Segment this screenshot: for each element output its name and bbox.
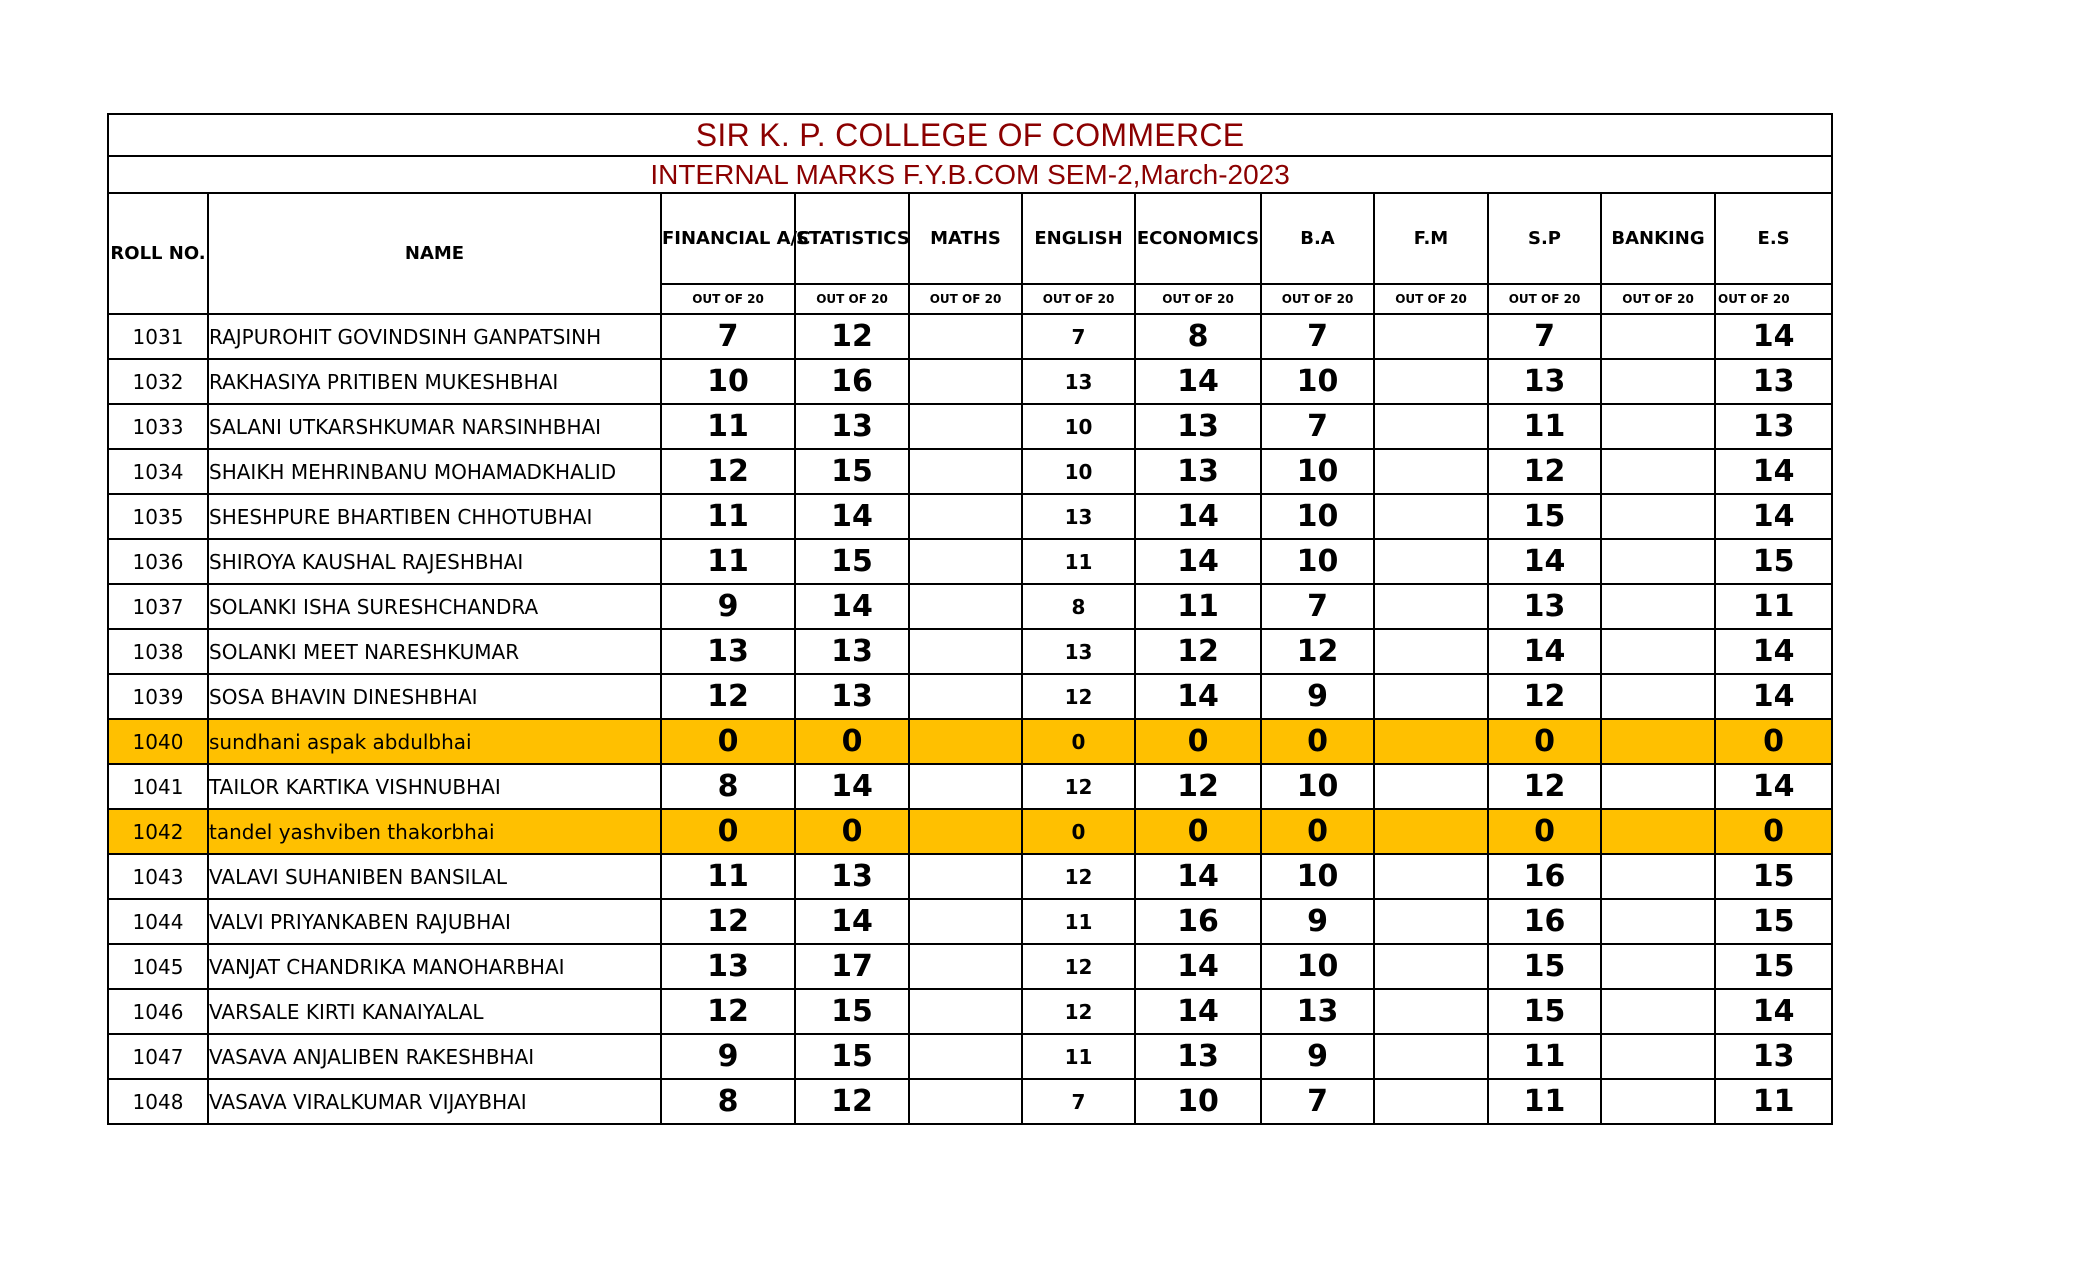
roll-no-cell: 1031: [108, 314, 208, 359]
mark-cell: 13: [1022, 359, 1135, 404]
mark-cell: [1601, 1079, 1715, 1124]
table-row: [108, 539, 1832, 584]
mark-cell: 0: [795, 809, 909, 854]
mark-cell: 14: [1715, 494, 1832, 539]
roll-no-cell: 1043: [108, 854, 208, 899]
mark-cell: [1601, 719, 1715, 764]
mark-cell: [909, 854, 1022, 899]
mark-cell: 7: [1261, 584, 1374, 629]
mark-cell: 12: [1022, 944, 1135, 989]
mark-cell: 0: [795, 719, 909, 764]
roll-no-cell: 1036: [108, 539, 208, 584]
roll-no-cell: 1032: [108, 359, 208, 404]
subject-header: ECONOMICS: [1135, 193, 1261, 284]
roll-no-cell: 1046: [108, 989, 208, 1034]
mark-cell: 14: [1715, 314, 1832, 359]
table-row: [108, 404, 1832, 449]
mark-cell: 11: [1715, 584, 1832, 629]
table-row: [108, 1034, 1832, 1079]
roll-no-cell: 1037: [108, 584, 208, 629]
mark-cell: 14: [1488, 629, 1601, 674]
roll-no-cell: 1039: [108, 674, 208, 719]
mark-cell: 11: [661, 404, 795, 449]
table-row: [108, 989, 1832, 1034]
table-row: [108, 809, 1832, 854]
mark-cell: [1374, 314, 1488, 359]
mark-cell: 0: [1715, 719, 1832, 764]
mark-cell: 12: [661, 674, 795, 719]
mark-cell: 10: [1261, 449, 1374, 494]
mark-cell: 14: [1135, 494, 1261, 539]
mark-cell: [909, 674, 1022, 719]
out-of-label: OUT OF 20: [661, 284, 795, 314]
mark-cell: 9: [1261, 899, 1374, 944]
mark-cell: 13: [1715, 1034, 1832, 1079]
mark-cell: [1601, 449, 1715, 494]
mark-cell: [1374, 944, 1488, 989]
table-row: [108, 359, 1832, 404]
mark-cell: 0: [1488, 719, 1601, 764]
mark-cell: [1601, 899, 1715, 944]
mark-cell: [909, 314, 1022, 359]
mark-cell: [909, 359, 1022, 404]
table-row: [108, 899, 1832, 944]
mark-cell: 13: [661, 629, 795, 674]
mark-cell: 13: [1135, 404, 1261, 449]
mark-cell: 16: [795, 359, 909, 404]
mark-cell: 12: [1022, 674, 1135, 719]
mark-cell: [909, 944, 1022, 989]
roll-no-cell: 1045: [108, 944, 208, 989]
mark-cell: 0: [1135, 809, 1261, 854]
mark-cell: 8: [1022, 584, 1135, 629]
mark-cell: 9: [1261, 1034, 1374, 1079]
out-of-label: OUT OF 20: [1374, 284, 1488, 314]
mark-cell: [1601, 944, 1715, 989]
mark-cell: [1601, 629, 1715, 674]
mark-cell: 7: [1022, 1079, 1135, 1124]
mark-cell: 12: [1022, 854, 1135, 899]
mark-cell: [1601, 764, 1715, 809]
mark-cell: 10: [1022, 404, 1135, 449]
mark-cell: 14: [795, 899, 909, 944]
subject-header: S.P: [1488, 193, 1601, 284]
mark-cell: [1601, 854, 1715, 899]
mark-cell: [909, 539, 1022, 584]
mark-cell: 14: [1488, 539, 1601, 584]
mark-cell: 10: [1135, 1079, 1261, 1124]
mark-cell: [1601, 674, 1715, 719]
student-name-cell: VALVI PRIYANKABEN RAJUBHAI: [208, 899, 661, 944]
roll-no-cell: 1042: [108, 809, 208, 854]
student-name-cell: SHESHPURE BHARTIBEN CHHOTUBHAI: [208, 494, 661, 539]
table-row: [108, 764, 1832, 809]
mark-cell: 10: [1022, 449, 1135, 494]
mark-cell: [1374, 764, 1488, 809]
mark-cell: 14: [1715, 629, 1832, 674]
table-row: [108, 1079, 1832, 1124]
mark-cell: 12: [661, 899, 795, 944]
subject-header: MATHS: [909, 193, 1022, 284]
mark-cell: [1374, 854, 1488, 899]
mark-cell: 14: [1135, 359, 1261, 404]
out-of-label: OUT OF 20: [1261, 284, 1374, 314]
mark-cell: [909, 989, 1022, 1034]
mark-cell: 15: [795, 539, 909, 584]
mark-cell: 13: [661, 944, 795, 989]
mark-cell: [1601, 989, 1715, 1034]
mark-cell: 9: [661, 1034, 795, 1079]
mark-cell: 17: [795, 944, 909, 989]
student-name-cell: tandel yashviben thakorbhai: [208, 809, 661, 854]
mark-cell: 14: [1715, 989, 1832, 1034]
table-row: [108, 719, 1832, 764]
student-name-cell: VANJAT CHANDRIKA MANOHARBHAI: [208, 944, 661, 989]
mark-cell: 13: [795, 674, 909, 719]
mark-cell: 14: [1135, 674, 1261, 719]
roll-no-cell: 1033: [108, 404, 208, 449]
mark-cell: 12: [795, 1079, 909, 1124]
subject-header: ENGLISH: [1022, 193, 1135, 284]
roll-no-cell: 1034: [108, 449, 208, 494]
mark-cell: 12: [1488, 764, 1601, 809]
mark-cell: 15: [795, 449, 909, 494]
mark-cell: 13: [1261, 989, 1374, 1034]
mark-cell: [1374, 449, 1488, 494]
mark-cell: [1374, 1079, 1488, 1124]
student-name-cell: TAILOR KARTIKA VISHNUBHAI: [208, 764, 661, 809]
mark-cell: [1374, 719, 1488, 764]
mark-cell: 15: [1488, 944, 1601, 989]
table-row: [108, 674, 1832, 719]
mark-cell: [1601, 584, 1715, 629]
mark-cell: 7: [1261, 1079, 1374, 1124]
mark-cell: 0: [661, 809, 795, 854]
mark-cell: 13: [1135, 449, 1261, 494]
subject-header: STATISTICS: [795, 193, 909, 284]
mark-cell: [909, 1079, 1022, 1124]
mark-cell: 0: [1022, 809, 1135, 854]
mark-cell: 8: [1135, 314, 1261, 359]
mark-cell: 12: [1135, 629, 1261, 674]
mark-cell: 13: [1488, 584, 1601, 629]
mark-cell: [1601, 359, 1715, 404]
mark-cell: 0: [661, 719, 795, 764]
mark-cell: 7: [1022, 314, 1135, 359]
mark-cell: 13: [795, 404, 909, 449]
mark-cell: 10: [1261, 494, 1374, 539]
table-row: [108, 494, 1832, 539]
mark-cell: 14: [1715, 449, 1832, 494]
mark-cell: 11: [1022, 539, 1135, 584]
mark-cell: 14: [1135, 539, 1261, 584]
subject-header: B.A: [1261, 193, 1374, 284]
mark-cell: 11: [1135, 584, 1261, 629]
roll-no-cell: 1040: [108, 719, 208, 764]
mark-cell: 9: [1261, 674, 1374, 719]
mark-cell: 14: [1135, 944, 1261, 989]
mark-cell: 7: [1261, 314, 1374, 359]
mark-cell: [909, 809, 1022, 854]
mark-cell: [1601, 539, 1715, 584]
student-name-cell: SHIROYA KAUSHAL RAJESHBHAI: [208, 539, 661, 584]
mark-cell: 9: [661, 584, 795, 629]
mark-cell: 13: [1135, 1034, 1261, 1079]
mark-cell: [909, 899, 1022, 944]
student-name-cell: SOSA BHAVIN DINESHBHAI: [208, 674, 661, 719]
mark-cell: 15: [1488, 494, 1601, 539]
mark-cell: 13: [795, 629, 909, 674]
mark-cell: 12: [1261, 629, 1374, 674]
mark-cell: [909, 449, 1022, 494]
mark-cell: [1374, 539, 1488, 584]
mark-cell: 11: [1022, 899, 1135, 944]
mark-cell: 10: [1261, 854, 1374, 899]
roll-no-cell: 1048: [108, 1079, 208, 1124]
mark-cell: [1374, 989, 1488, 1034]
mark-cell: 12: [795, 314, 909, 359]
mark-cell: [909, 494, 1022, 539]
mark-cell: 13: [1022, 629, 1135, 674]
mark-cell: 16: [1135, 899, 1261, 944]
mark-cell: 12: [1488, 674, 1601, 719]
mark-cell: 13: [795, 854, 909, 899]
mark-cell: 16: [1488, 854, 1601, 899]
mark-cell: [1374, 584, 1488, 629]
student-name-cell: VASAVA ANJALIBEN RAKESHBHAI: [208, 1034, 661, 1079]
mark-cell: 11: [661, 539, 795, 584]
mark-cell: 13: [1488, 359, 1601, 404]
mark-cell: 12: [1022, 764, 1135, 809]
mark-cell: [909, 629, 1022, 674]
mark-cell: 14: [1715, 674, 1832, 719]
mark-cell: 15: [1715, 899, 1832, 944]
mark-cell: [1374, 494, 1488, 539]
mark-cell: 14: [795, 494, 909, 539]
mark-cell: 11: [1488, 404, 1601, 449]
table-row: [108, 314, 1832, 359]
subject-header: BANKING: [1601, 193, 1715, 284]
roll-no-cell: 1047: [108, 1034, 208, 1079]
mark-cell: 11: [1488, 1034, 1601, 1079]
student-name-cell: SOLANKI MEET NARESHKUMAR: [208, 629, 661, 674]
mark-cell: [909, 719, 1022, 764]
student-name-cell: SALANI UTKARSHKUMAR NARSINHBHAI: [208, 404, 661, 449]
student-name-cell: VASAVA VIRALKUMAR VIJAYBHAI: [208, 1079, 661, 1124]
mark-cell: 11: [661, 494, 795, 539]
mark-cell: 10: [1261, 359, 1374, 404]
out-of-label: OUT OF 20: [1601, 284, 1715, 314]
mark-cell: 12: [661, 989, 795, 1034]
subject-header: F.M: [1374, 193, 1488, 284]
mark-cell: 7: [661, 314, 795, 359]
mark-cell: [1601, 809, 1715, 854]
out-of-label: OUT OF 20: [1715, 284, 1832, 314]
subject-header: E.S: [1715, 193, 1832, 284]
name-header: NAME: [208, 193, 661, 314]
mark-cell: [1601, 404, 1715, 449]
subject-header-row: [108, 193, 1832, 284]
roll-no-cell: 1038: [108, 629, 208, 674]
student-name-cell: RAKHASIYA PRITIBEN MUKESHBHAI: [208, 359, 661, 404]
student-name-cell: RAJPUROHIT GOVINDSINH GANPATSINH: [208, 314, 661, 359]
roll-no-cell: 1044: [108, 899, 208, 944]
mark-cell: [1601, 314, 1715, 359]
mark-cell: 7: [1261, 404, 1374, 449]
mark-cell: [1374, 674, 1488, 719]
mark-cell: 15: [1488, 989, 1601, 1034]
mark-cell: 16: [1488, 899, 1601, 944]
mark-cell: [909, 1034, 1022, 1079]
table-row: [108, 944, 1832, 989]
out-of-label: OUT OF 20: [1135, 284, 1261, 314]
table-row: [108, 854, 1832, 899]
mark-cell: 14: [1135, 854, 1261, 899]
mark-cell: [1374, 359, 1488, 404]
table-row: [108, 629, 1832, 674]
student-rows: [108, 314, 1832, 1124]
subject-header: FINANCIAL A/C: [661, 193, 795, 284]
mark-cell: 12: [1022, 989, 1135, 1034]
college-title: SIR K. P. COLLEGE OF COMMERCE: [108, 114, 1832, 156]
mark-cell: 14: [795, 584, 909, 629]
mark-cell: 13: [1715, 359, 1832, 404]
mark-cell: [909, 764, 1022, 809]
mark-cell: [1601, 1034, 1715, 1079]
mark-cell: 0: [1261, 809, 1374, 854]
student-name-cell: VALAVI SUHANIBEN BANSILAL: [208, 854, 661, 899]
mark-cell: 13: [1715, 404, 1832, 449]
mark-cell: 13: [1022, 494, 1135, 539]
mark-cell: [1601, 494, 1715, 539]
mark-cell: 0: [1261, 719, 1374, 764]
internal-marks-table: [107, 113, 1833, 1125]
table-row: [108, 584, 1832, 629]
mark-cell: 14: [1715, 764, 1832, 809]
mark-cell: 7: [1488, 314, 1601, 359]
mark-cell: 12: [1488, 449, 1601, 494]
out-of-label: OUT OF 20: [909, 284, 1022, 314]
mark-cell: [1374, 404, 1488, 449]
mark-cell: [1374, 629, 1488, 674]
mark-cell: 15: [1715, 944, 1832, 989]
marks-sheet: [107, 113, 1833, 1125]
mark-cell: 15: [1715, 539, 1832, 584]
mark-cell: [1374, 899, 1488, 944]
sheet-subtitle: INTERNAL MARKS F.Y.B.COM SEM-2,March-2023: [108, 156, 1832, 193]
out-of-label: OUT OF 20: [795, 284, 909, 314]
mark-cell: 8: [661, 764, 795, 809]
mark-cell: [1374, 1034, 1488, 1079]
mark-cell: 11: [1022, 1034, 1135, 1079]
mark-cell: 14: [795, 764, 909, 809]
roll-no-cell: 1035: [108, 494, 208, 539]
mark-cell: 0: [1135, 719, 1261, 764]
mark-cell: 10: [661, 359, 795, 404]
mark-cell: [909, 404, 1022, 449]
mark-cell: 14: [1135, 989, 1261, 1034]
mark-cell: 11: [1488, 1079, 1601, 1124]
mark-cell: 15: [795, 1034, 909, 1079]
mark-cell: [909, 584, 1022, 629]
out-of-label: OUT OF 20: [1022, 284, 1135, 314]
table-row: [108, 449, 1832, 494]
mark-cell: 15: [1715, 854, 1832, 899]
mark-cell: 11: [1715, 1079, 1832, 1124]
mark-cell: 0: [1488, 809, 1601, 854]
mark-cell: 15: [795, 989, 909, 1034]
roll-no-header: ROLL NO.: [108, 193, 208, 314]
student-name-cell: VARSALE KIRTI KANAIYALAL: [208, 989, 661, 1034]
mark-cell: [1374, 809, 1488, 854]
mark-cell: 10: [1261, 539, 1374, 584]
mark-cell: 0: [1715, 809, 1832, 854]
mark-cell: 0: [1022, 719, 1135, 764]
roll-no-cell: 1041: [108, 764, 208, 809]
mark-cell: 10: [1261, 764, 1374, 809]
mark-cell: 8: [661, 1079, 795, 1124]
mark-cell: 10: [1261, 944, 1374, 989]
mark-cell: 12: [1135, 764, 1261, 809]
student-name-cell: sundhani aspak abdulbhai: [208, 719, 661, 764]
student-name-cell: SHAIKH MEHRINBANU MOHAMADKHALID: [208, 449, 661, 494]
out-of-label: OUT OF 20: [1488, 284, 1601, 314]
student-name-cell: SOLANKI ISHA SURESHCHANDRA: [208, 584, 661, 629]
mark-cell: 11: [661, 854, 795, 899]
mark-cell: 12: [661, 449, 795, 494]
